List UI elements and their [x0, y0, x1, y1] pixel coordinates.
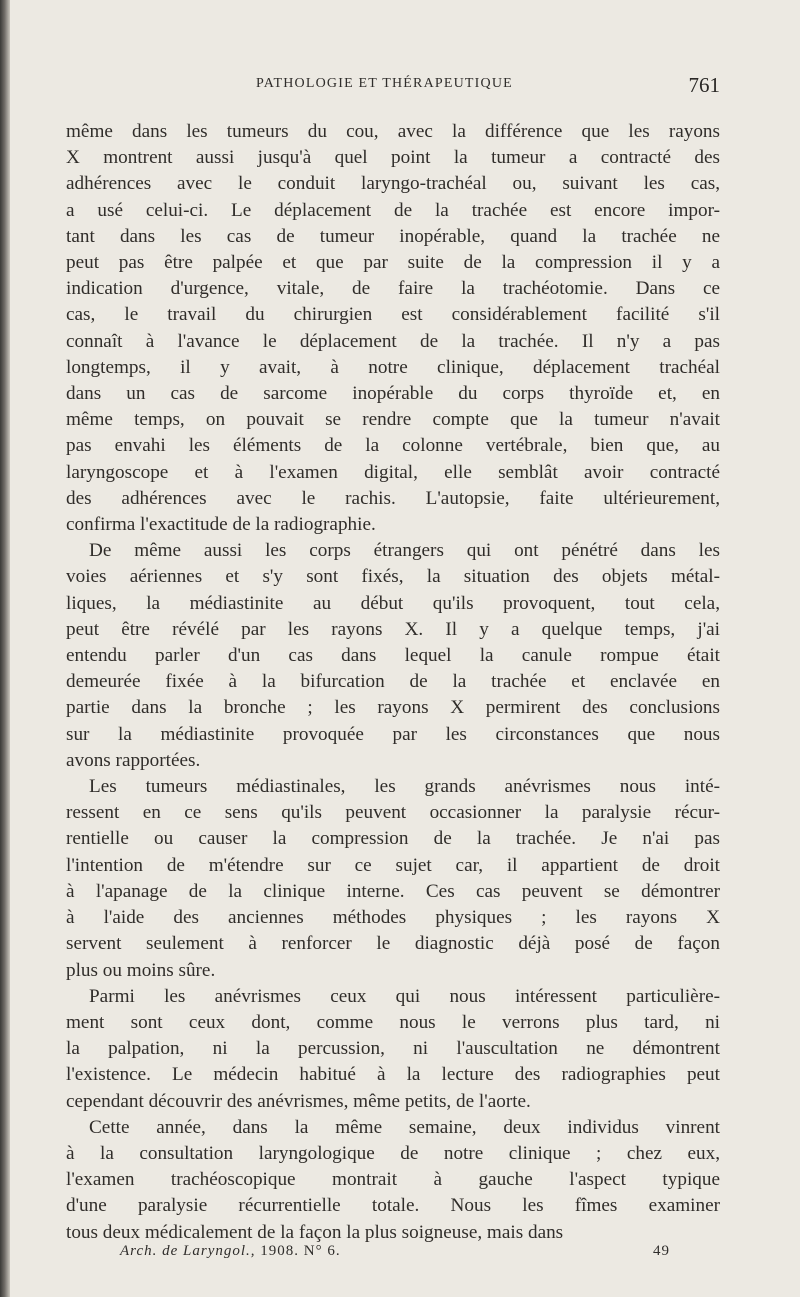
- text-line: avons rapportées.: [66, 749, 201, 771]
- text-line: sur la médiastinite provoquée par les circonstances que nous: [66, 723, 720, 745]
- text-line: X montrent aussi jusqu'à quel point la tumeur a contracté des: [66, 147, 720, 169]
- text-line: même dans les tumeurs du cou, avec la différence que les rayons: [66, 121, 720, 142]
- page-binding-shadow: [0, 0, 10, 1297]
- text-line: longtemps, il y avait, à notre clinique, déplacement trachéal: [66, 356, 720, 378]
- text-line: a usé celui-ci. Le déplacement de la trachée est encore impor-: [66, 199, 720, 221]
- text-line: des adhérences avec le rachis. L'autopsie, faite ultérieurement,: [66, 487, 720, 509]
- page-footer: [120, 1243, 670, 1260]
- text-line: Les tumeurs médiastinales, les grands anévrismes nous inté-: [89, 776, 720, 798]
- text-line: à la consultation laryngologique de notre clinique ; chez eux,: [66, 1142, 720, 1164]
- text-line: l'examen trachéoscopique montrait à gauche l'aspect typique: [66, 1169, 720, 1191]
- paragraph: [66, 538, 720, 774]
- text-line: Parmi les anévrismes ceux qui nous intéressent particulière-: [89, 985, 720, 1007]
- page-header: [66, 73, 720, 100]
- paragraph: [66, 119, 720, 538]
- text-line: indication d'urgence, vitale, de faire la trachéotomie. Dans ce: [66, 278, 720, 300]
- text-line: cas, le travail du chirurgien est considérablement facilité s'il: [66, 304, 720, 326]
- book-page: [10, 0, 800, 1297]
- text-line: tous deux médicalement de la façon la plus soigneuse, mais dans: [66, 1221, 564, 1243]
- signature-number: 49: [653, 1243, 670, 1259]
- text-line: pas envahi les éléments de la colonne vertébrale, bien que, au: [66, 435, 720, 457]
- text-line: d'une paralysie récurrentielle totale. Nous les fîmes examiner: [66, 1195, 720, 1217]
- text-line: connaît à l'avance le déplacement de la trachée. Il n'y a pas: [66, 330, 720, 352]
- text-line: à l'aide des anciennes méthodes physiques ; les rayons X: [66, 907, 720, 929]
- paragraph: [66, 984, 720, 1115]
- text-line: rentielle ou causer la compression de la trachée. Je n'ai pas: [66, 828, 720, 850]
- text-line: peut être révélé par les rayons X. Il y a quelque temps, j'ai: [66, 618, 720, 640]
- journal-title: Arch. de Laryngol.,: [120, 1243, 256, 1259]
- text-line: peut pas être palpée et que par suite de la compression il y a: [66, 252, 720, 274]
- text-line: à l'apanage de la clinique interne. Ces cas peuvent se démontrer: [66, 880, 720, 902]
- text-line: De même aussi les corps étrangers qui ont pénétré dans les: [89, 540, 720, 562]
- text-line: plus ou moins sûre.: [66, 959, 216, 981]
- text-line: partie dans la bronche ; les rayons X permirent des conclusions: [66, 697, 720, 719]
- running-head: PATHOLOGIE ET THÉRAPEUTIQUE: [256, 76, 513, 91]
- text-line: tant dans les cas de tumeur inopérable, quand la trachée ne: [66, 225, 720, 247]
- text-line: demeurée fixée à la bifurcation de la trachée et enclavée en: [66, 671, 720, 693]
- page-number: 761: [688, 73, 720, 97]
- text-line: ment sont ceux dont, comme nous le verrons plus tard, ni: [66, 1011, 720, 1033]
- text-line: l'existence. Le médecin habitué à la lecture des radiographies peut: [66, 1064, 720, 1086]
- text-line: adhérences avec le conduit laryngo-trachéal ou, suivant les cas,: [66, 173, 720, 195]
- journal-citation: 1908. N° 6.: [260, 1243, 341, 1259]
- text-line: laryngoscope et à l'examen digital, elle semblât avoir contracté: [66, 461, 720, 483]
- paragraph: [66, 1115, 720, 1246]
- text-line: la palpation, ni la percussion, ni l'auscultation ne démontrent: [66, 1038, 720, 1060]
- text-line: voies aériennes et s'y sont fixés, la situation des objets métal-: [66, 566, 720, 588]
- text-line: confirma l'exactitude de la radiographie.: [66, 514, 376, 536]
- text-line: liques, la médiastinite au début qu'ils provoquent, tout cela,: [66, 592, 720, 614]
- paragraph: [66, 774, 720, 984]
- text-line: servent seulement à renforcer le diagnostic déjà posé de façon: [66, 933, 720, 955]
- body-text: [66, 119, 720, 1246]
- text-line: même temps, on pouvait se rendre compte que la tumeur n'avait: [66, 409, 720, 431]
- text-line: Cette année, dans la même semaine, deux individus vinrent: [89, 1116, 720, 1138]
- text-line: l'intention de m'étendre sur ce sujet car, il appartient de droit: [66, 854, 720, 876]
- text-line: ressent en ce sens qu'ils peuvent occasionner la paralysie récur-: [66, 802, 720, 824]
- text-line: entendu parler d'un cas dans lequel la canule rompue était: [66, 645, 720, 667]
- text-line: cependant découvrir des anévrismes, même petits, de l'aorte.: [66, 1090, 531, 1112]
- text-line: dans un cas de sarcome inopérable du corps thyroïde et, en: [66, 383, 720, 405]
